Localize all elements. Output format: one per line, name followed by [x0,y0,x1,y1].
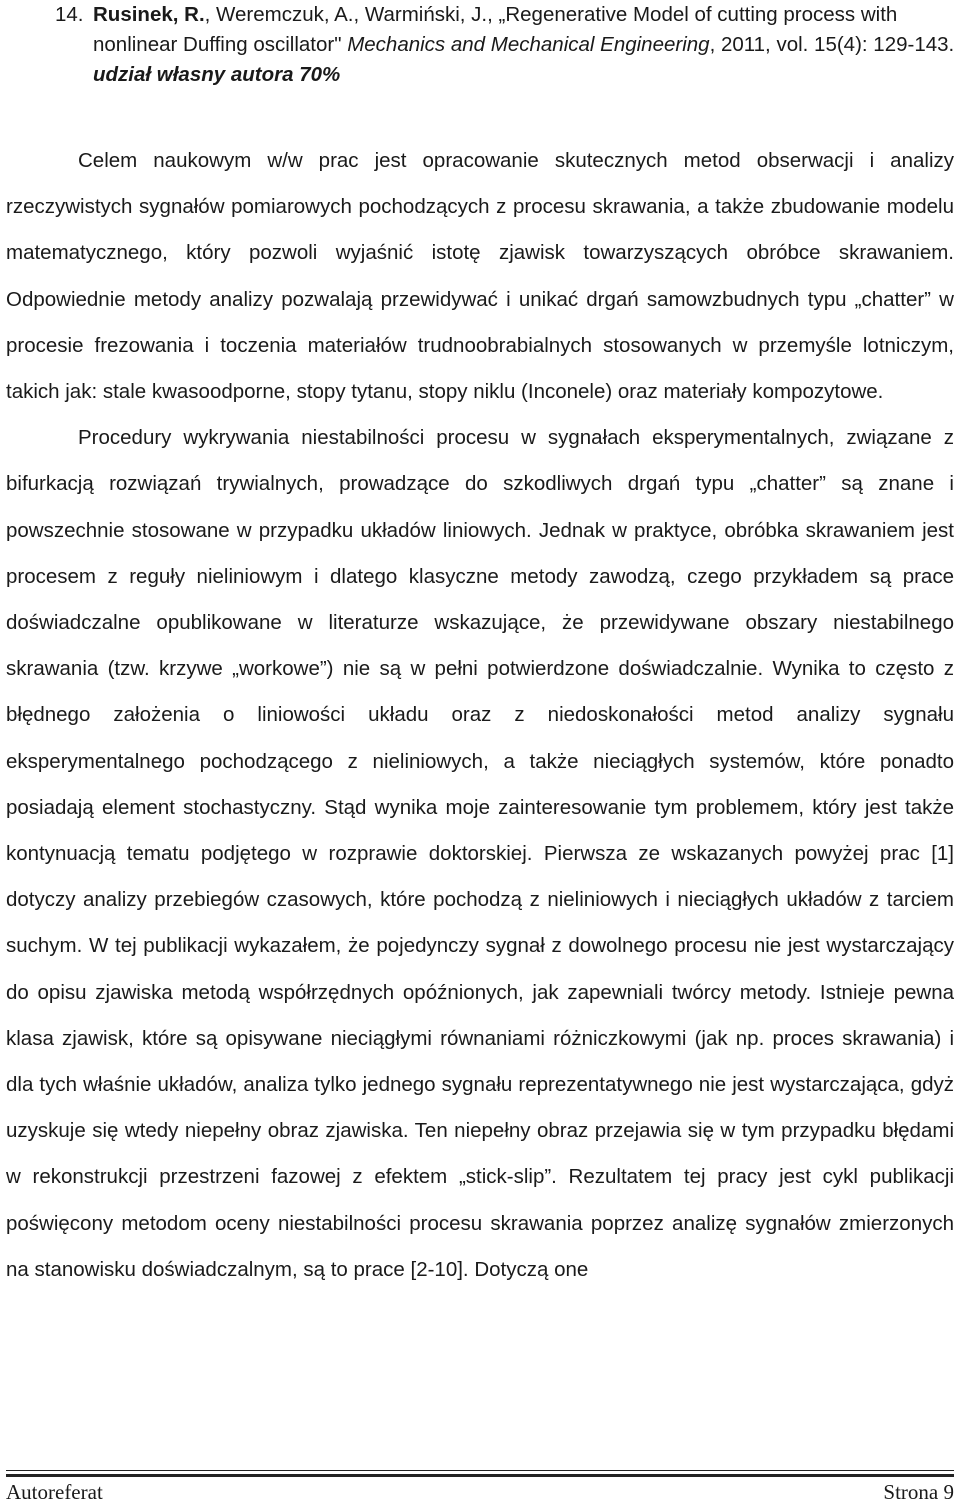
reference-entry [55,0,955,90]
reference-authors-rest: , Weremczuk, A., Warmiński, J., „Regenerative Model of cutting process with nonlinear Duffing oscillator" [93,3,898,56]
footer-document-title: Autoreferat [6,1480,103,1504]
main-text [6,138,954,1293]
footer-rule-thick [6,1474,954,1477]
reference-number: 14. [55,3,84,26]
reference-author-share: udział własny autora 70% [93,63,341,86]
reference-journal: Mechanics and Mechanical Engineering [347,33,710,56]
reference-author-bold: Rusinek, R. [93,3,205,26]
reference-body [93,0,955,90]
reference-details: , 2011, vol. 15(4): 129-143. [709,33,955,56]
footer-page-number: Strona 9 [883,1480,954,1504]
paragraph-2: Procedury wykrywania niestabilności procesu w sygnałach eksperymentalnych, związane z bifurkacją rozwiązań trywialnych, prowadzące do szkodliwych drgań typu „chatter” są znane i powszechnie stosowane w przypadku układów liniowych. Jednak w praktyce, obróbka skrawaniem jest procesem z reguły nieliniowym i dlatego klasyczne metody zawodzą, czego przykładem są prace doświadczalne opublikowane w literaturze wskazujące, że przewidywane obszary niestabilnego skrawania (tzw. krzywe „workowe”) nie są w pełni potwierdzone doświadczalnie. Wynika to często z błędnego założenia o liniowości układu oraz z niedoskonałości metod analizy sygnału eksperymentalnego pochodzącego z nieliniowych, a także nieciągłych systemów, które ponadto posiadają element stochastyczny. Stąd wynika moje zainteresowanie tym problemem, który jest także kontynuacją tematu podjętego w rozprawie doktorskiej. Pierwsza ze wskazanych powyżej prac [1] dotyczy analizy przebiegów czasowych, które pochodzą z nieliniowych i nieciągłych układów z tarciem suchym. W tej publikacji wykazałem, że pojedynczy sygnał z dowolnego procesu nie jest wystarczający do opisu zjawiska metodą współrzędnych opóźnionych, jak zapewniali twórcy metody. Istnieje pewna klasa zjawisk, które są opisywane nieciągłymi równaniami różniczkowymi (jak np. proces skrawania) i dla tych właśnie układów, analiza tylko jednego sygnału reprezentatywnego nie jest wystarczająca, gdyż uzyskuje się wtedy niepełny obraz zjawiska. Ten niepełny obraz przejawia się w tym przypadku błędami w rekonstrukcji przestrzeni fazowej z efektem „stick-slip”. Rezultatem tej pracy jest cykl publikacji poświęcony metodom oceny niestabilności procesu skrawania poprzez analizę sygnałów zmierzonych na stanowisku doświadczalnym, są to prace [2-10]. Dotyczą one [6,426,954,1281]
paragraph-1: Celem naukowym w/w prac jest opracowanie skutecznych metod obserwacji i analizy rzeczywistych sygnałów pomiarowych pochodzących z procesu skrawania, a także zbudowanie modelu matematycznego, który pozwoli wyjaśnić istotę zjawisk towarzyszących obróbce skrawaniem. Odpowiednie metody analizy pozwalają przewidywać i unikać drgań samowzbudnych typu „chatter” w procesie frezowania i toczenia materiałów trudnoobrabialnych stosowanych w przemyśle lotniczym, takich jak: stale kwasoodporne, stopy tytanu, stopy niklu (Inconele) oraz materiały kompozytowe. [6,149,954,404]
footer-rule [6,1470,954,1471]
